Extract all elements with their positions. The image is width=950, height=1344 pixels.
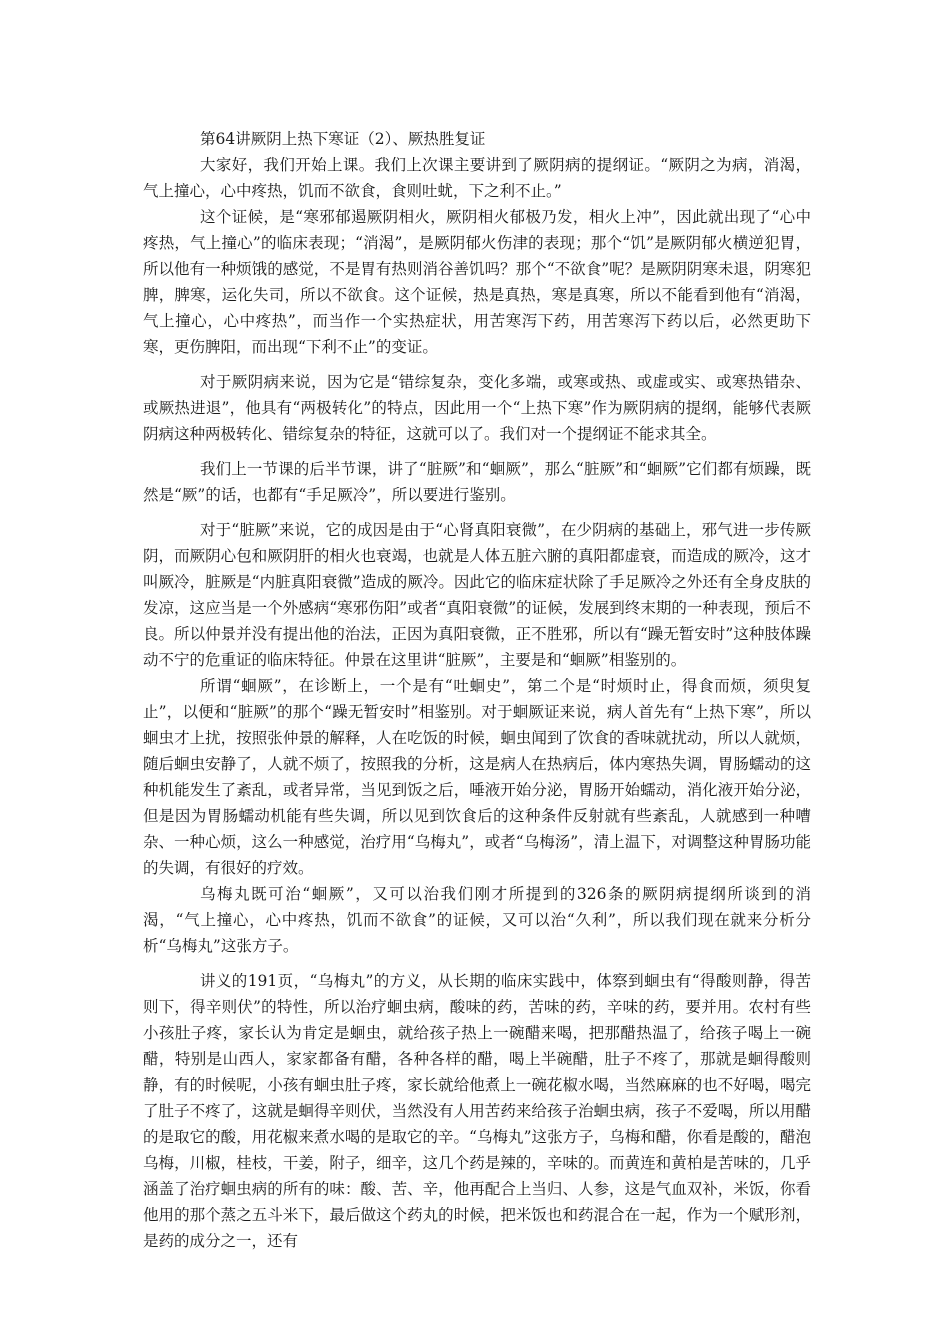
- paragraph-zangjue: 对于“脏厥”来说，它的成因是由于“心肾真阳衰微”，在少阴病的基础上，邪气进一步传厥阴，而厥阴心包和厥阴肝的相火也衰竭，也就是人体五脏六腑的真阳都虚衰，而造成的厥冷，这才叫厥冷，脏厥是“内脏真阳衰微”造成的厥冷。因此它的临床症状除了手足厥冷之外还有全身皮肤的发凉，这应当是一个外感病“寒邪伤阳”或者“真阳衰微”的证候，发展到终末期的一种表现，预后不良。所以仲景并没有提出他的治法，正因为真阳衰微，正不胜邪，所以有“躁无暂安时”这种肢体躁动不宁的危重证的临床特征。仲景在这里讲“脏厥”，主要是和“蛔厥”相鉴别的。: [143, 521, 811, 669]
- paragraph-syndrome: 这个证候，是“寒邪郁遏厥阴相火，厥阴相火郁极乃发，相火上冲”，因此就出现了“心中疼热，气上撞心”的临床表现；“消渴”，是厥阴郁火伤津的表现；那个“饥”是厥阴郁火横逆犯胃，所以他有一种烦饿的感觉，不是胃有热则消谷善饥吗？那个“不欲食”呢？是厥阴阴寒未退，阴寒犯脾，脾寒，运化失司，所以不欲食。这个证候，热是真热，寒是真寒，所以不能看到他有“消渴，气上撞心，心中疼热”，而当作一个实热症状，用苦寒泻下药，用苦寒泻下药以后，必然更助下寒，更伤脾阳，而出现“下利不止”的变证。: [143, 208, 811, 356]
- paragraph-wumei-formula: 讲义的191页，“乌梅丸”的方义，从长期的临床实践中，体察到蛔虫有“得酸则静，得苦则下，得辛则伏”的特性，所以治疗蛔虫病，酸味的药，苦味的药，辛味的药，要并用。农村有些小孩肚子疼，家长认为肯定是蛔虫，就给孩子热上一碗醋来喝，把那醋热温了，给孩子喝上一碗醋，特别是山西人，家家都备有醋，各种各样的醋，喝上半碗醋，肚子不疼了，那就是蛔得酸则静，有的时候呢，小孩有蛔虫肚子疼，家长就给他煮上一碗花椒水喝，当然麻麻的也不好喝，喝完了肚子不疼了，这就是蛔得辛则伏，当然没有人用苦药来给孩子治蛔虫病，孩子不爱喝，所以用醋的是取它的酸，用花椒来煮水喝的是取它的辛。“乌梅丸”这张方子，乌梅和醋，你看是酸的，醋泡乌梅，川椒，桂枝，干姜，附子，细辛，这几个药是辣的，辛味的。而黄连和黄柏是苦味的，几乎涵盖了治疗蛔虫病的所有的味：酸、苦、辛，他再配合上当归、人参，这是气血双补，米饭，你看他用的那个蒸之五斗米下，最后做这个药丸的时候，把米饭也和药混合在一起，作为一个赋形剂，是药的成分之一，还有: [143, 972, 811, 1250]
- paragraph-huijue: 所谓“蛔厥”，在诊断上，一个是有“吐蛔史”，第二个是“时烦时止，得食而烦，须臾复止”，以便和“脏厥”的那个“躁无暂安时”相鉴别。对于蛔厥证来说，病人首先有“上热下寒”，所以蛔虫才上扰，按照张仲景的解释，人在吃饭的时候，蛔虫闻到了饮食的香味就扰动，所以人就烦，随后蛔虫安静了，人就不烦了，按照我的分析，这是病人在热病后，体内寒热失调，胃肠蠕动的这种机能发生了紊乱，或者异常，当见到饭之后，唾液开始分泌，胃肠开始蠕动，消化液开始分泌，但是因为胃肠蠕动机能有些失调，所以见到饮食后的这种条件反射就有些紊乱，人就感到一种嘈杂、一种心烦，这么一种感觉，治疗用“乌梅丸”，或者“乌梅汤”，清上温下，对调整这种胃肠功能的失调，有很好的疗效。: [143, 677, 811, 877]
- paragraph-wumei-usage: 乌梅丸既可治“蛔厥”，又可以治我们刚才所提到的326条的厥阴病提纲所谈到的消渴，“气上撞心，心中疼热，饥而不欲食”的证候，又可以治“久利”，所以我们现在就来分析分析“乌梅丸”这张方子。: [143, 885, 811, 955]
- paragraph-intro: 大家好，我们开始上课。我们上次课主要讲到了厥阴病的提纲证。“厥阴之为病，消渴，气上撞心，心中疼热，饥而不欲食，食则吐蚘，下之利不止。”: [143, 156, 811, 200]
- paragraph-outline: 对于厥阴病来说，因为它是“错综复杂，变化多端，或寒或热、或虚或实、或寒热错杂、或厥热进退”，他具有“两极转化”的特点，因此用一个“上热下寒”作为厥阴病的提纲，能够代表厥阴病这种两极转化、错综复杂的特征，这就可以了。我们对一个提纲证不能求其全。: [143, 373, 811, 443]
- document-body: [143, 126, 811, 1254]
- lecture-title: 第64讲厥阴上热下寒证（2）、厥热胜复证: [200, 130, 486, 148]
- paragraph-comparison: 我们上一节课的后半节课，讲了“脏厥”和“蛔厥”，那么“脏厥”和“蛔厥”它们都有烦躁，既然是“厥”的话，也都有“手足厥冷”，所以要进行鉴别。: [143, 460, 811, 504]
